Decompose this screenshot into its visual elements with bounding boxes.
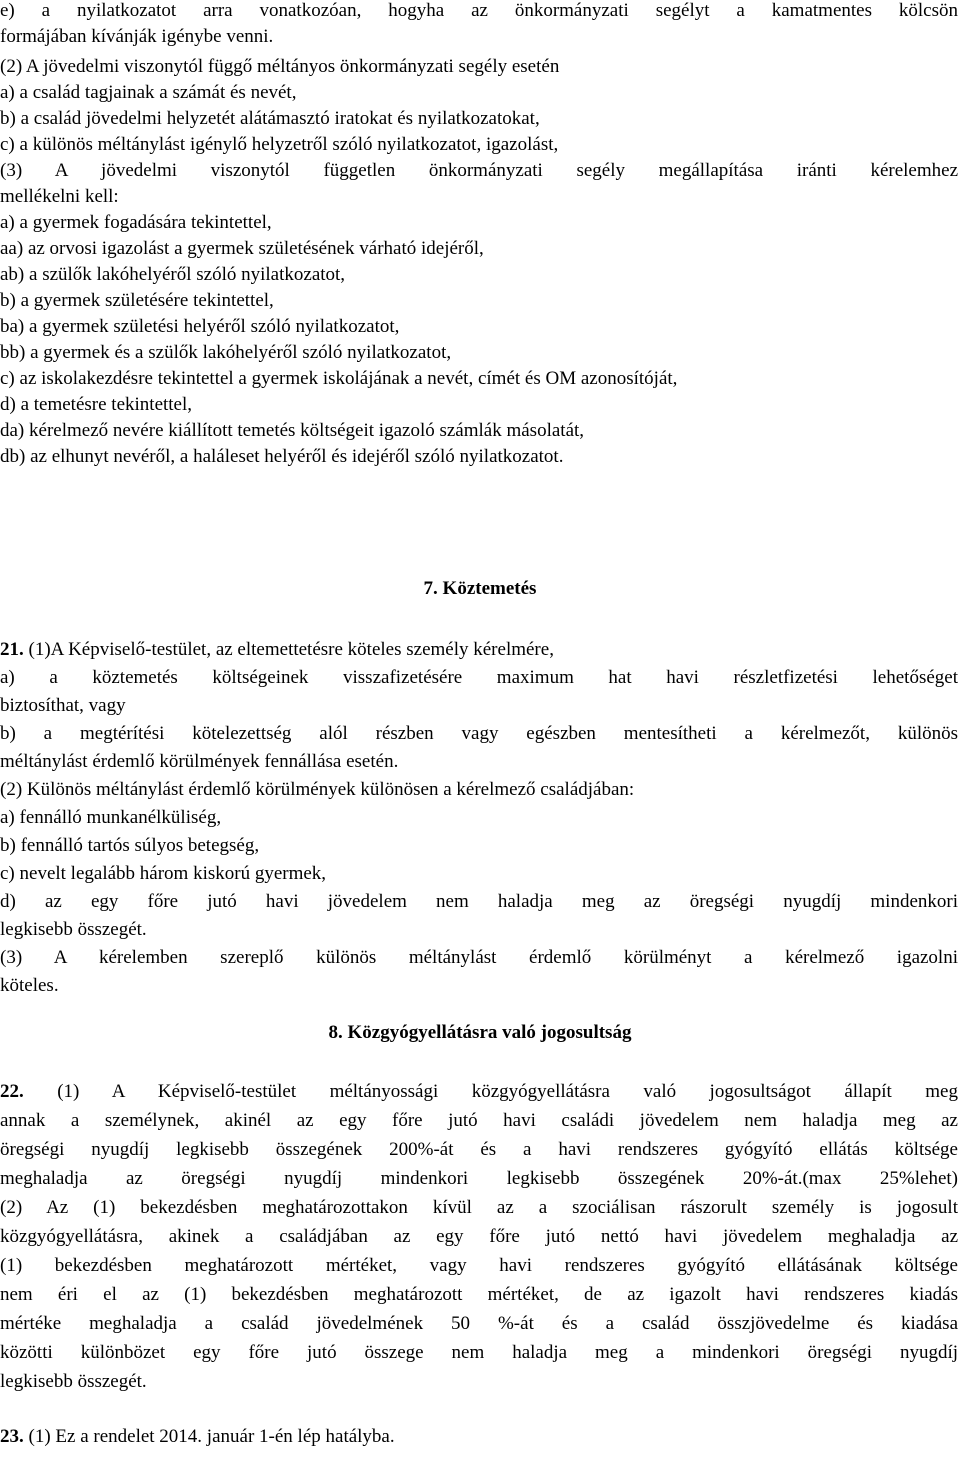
text-line: nem éri el az (1) bekezdésben meghatározott mértéket, de az igazolt havi rendszeres kiadás [0, 1284, 958, 1305]
section-number-21: 21. [0, 639, 24, 660]
text-line: (1) bekezdésben meghatározott mértéket, vagy havi rendszeres gyógyító ellátásának költsége [0, 1255, 958, 1276]
text-line: b) a megtérítési kötelezettség alól részben vagy egészben mentesítheti a kérelmezőt, különös [0, 723, 958, 744]
text-line: (3) A jövedelmi viszonytól független önkormányzati segély megállapítása iránti kérelemhez [0, 160, 958, 181]
text-line: d) a temetésre tekintettel, [0, 394, 193, 415]
text-line: a) a gyermek fogadására tekintettel, [0, 212, 272, 233]
section-number-22: 22. [0, 1081, 24, 1102]
section-number-23: 23. [0, 1426, 24, 1447]
text-span: (1) Ez a rendelet 2014. január 1-én lép hatályba. [23, 1426, 395, 1447]
text-line: közötti különbözet egy főre jutó összege nem haladja meg a mindenkori öregségi nyugdíj [0, 1342, 958, 1363]
text-line: mértéke meghaladja a család jövedelmének 50 %-át és a család összjövedelme és kiadása [0, 1313, 958, 1334]
text-line: (3) A kérelemben szereplő különös méltánylást érdemlő körülményt a kérelmező igazolni [0, 947, 958, 968]
section-heading-7: 7. Köztemetés [423, 578, 537, 599]
text-line: a) a köztemetés költségeinek visszafizetésére maximum hat havi részletfizetési lehetőséget [0, 667, 958, 688]
text-span: (1)A Képviselő-testület, az eltemettetésre köteles személy kérelmére, [23, 639, 554, 660]
text-line: ab) a szülők lakóhelyéről szóló nyilatkozatot, [0, 264, 346, 285]
text-line: db) az elhunyt nevéről, a haláleset helyéről és idejéről szóló nyilatkozatot. [0, 446, 564, 467]
text-line: mellékelni kell: [0, 186, 119, 207]
text-line: biztosíthat, vagy [0, 695, 126, 716]
text-line: meghaladja az öregségi nyugdíj mindenkori legkisebb összegének 20%-át.(max 25%lehet) [0, 1168, 958, 1189]
text-line: köteles. [0, 975, 59, 996]
text-line: legkisebb összegét. [0, 919, 147, 940]
paragraph-21-first-line [0, 637, 554, 663]
text-line: a) a család tagjainak a számát és nevét, [0, 82, 297, 103]
paragraph-23 [0, 1424, 395, 1450]
text-line: c) nevelt legalább három kiskorú gyermek, [0, 863, 327, 884]
text-line: a) fennálló munkanélküliség, [0, 807, 222, 828]
text-line: bb) a gyermek és a szülők lakóhelyéről szóló nyilatkozatot, [0, 342, 452, 363]
text-line: formájában kívánják igénybe venni. [0, 26, 274, 47]
text-line: b) a gyermek születésére tekintettel, [0, 290, 274, 311]
text-line: da) kérelmező nevére kiállított temetés költségeit igazoló számlák másolatát, [0, 420, 585, 441]
text-line: annak a személynek, akinél az egy főre jutó havi családi jövedelem nem haladja meg az [0, 1110, 958, 1131]
text-line: b) fennálló tartós súlyos betegség, [0, 835, 260, 856]
text-line: b) a család jövedelmi helyzetét alátámasztó iratokat és nyilatkozatokat, [0, 108, 540, 129]
text-line: legkisebb összegét. [0, 1371, 147, 1392]
text-line: öregségi nyugdíj legkisebb összegének 200%-át és a havi rendszeres gyógyító ellátás költsége [0, 1139, 958, 1160]
text-line: (2) A jövedelmi viszonytól függő méltányos önkormányzati segély esetén [0, 56, 560, 77]
text-line: (2) Az (1) bekezdésben meghatározottakon kívül az a szociálisan rászorult személy is jogosult [0, 1197, 958, 1218]
text-line: méltánylást érdemlő körülmények fennállása esetén. [0, 751, 399, 772]
text-line: c) az iskolakezdésre tekintettel a gyermek iskolájának a nevét, címét és OM azonosítóját, [0, 368, 678, 389]
text-line: c) a különös méltánylást igénylő helyzetről szóló nyilatkozatot, igazolást, [0, 134, 559, 155]
text-line: ba) a gyermek születési helyéről szóló nyilatkozatot, [0, 316, 400, 337]
paragraph-22-first-line [0, 1079, 958, 1105]
text-line: e) a nyilatkozatot arra vonatkozóan, hogyha az önkormányzati segélyt a kamatmentes kölcsön [0, 0, 958, 21]
text-line: d) az egy főre jutó havi jövedelem nem haladja meg az öregségi nyugdíj mindenkori [0, 891, 958, 912]
text-line: aa) az orvosi igazolást a gyermek születésének várható idejéről, [0, 238, 484, 259]
text-line: (2) Különös méltánylást érdemlő körülmények különösen a kérelmező családjában: [0, 779, 635, 800]
section-heading-8: 8. Közgyógyellátásra való jogosultság [328, 1022, 632, 1043]
text-span: (1) A Képviselő-testület méltányossági közgyógyellátásra való jogosultságot állapít meg [23, 1081, 958, 1102]
text-line: közgyógyellátásra, akinek a családjában az egy főre jutó nettó havi jövedelem meghaladja az [0, 1226, 958, 1247]
